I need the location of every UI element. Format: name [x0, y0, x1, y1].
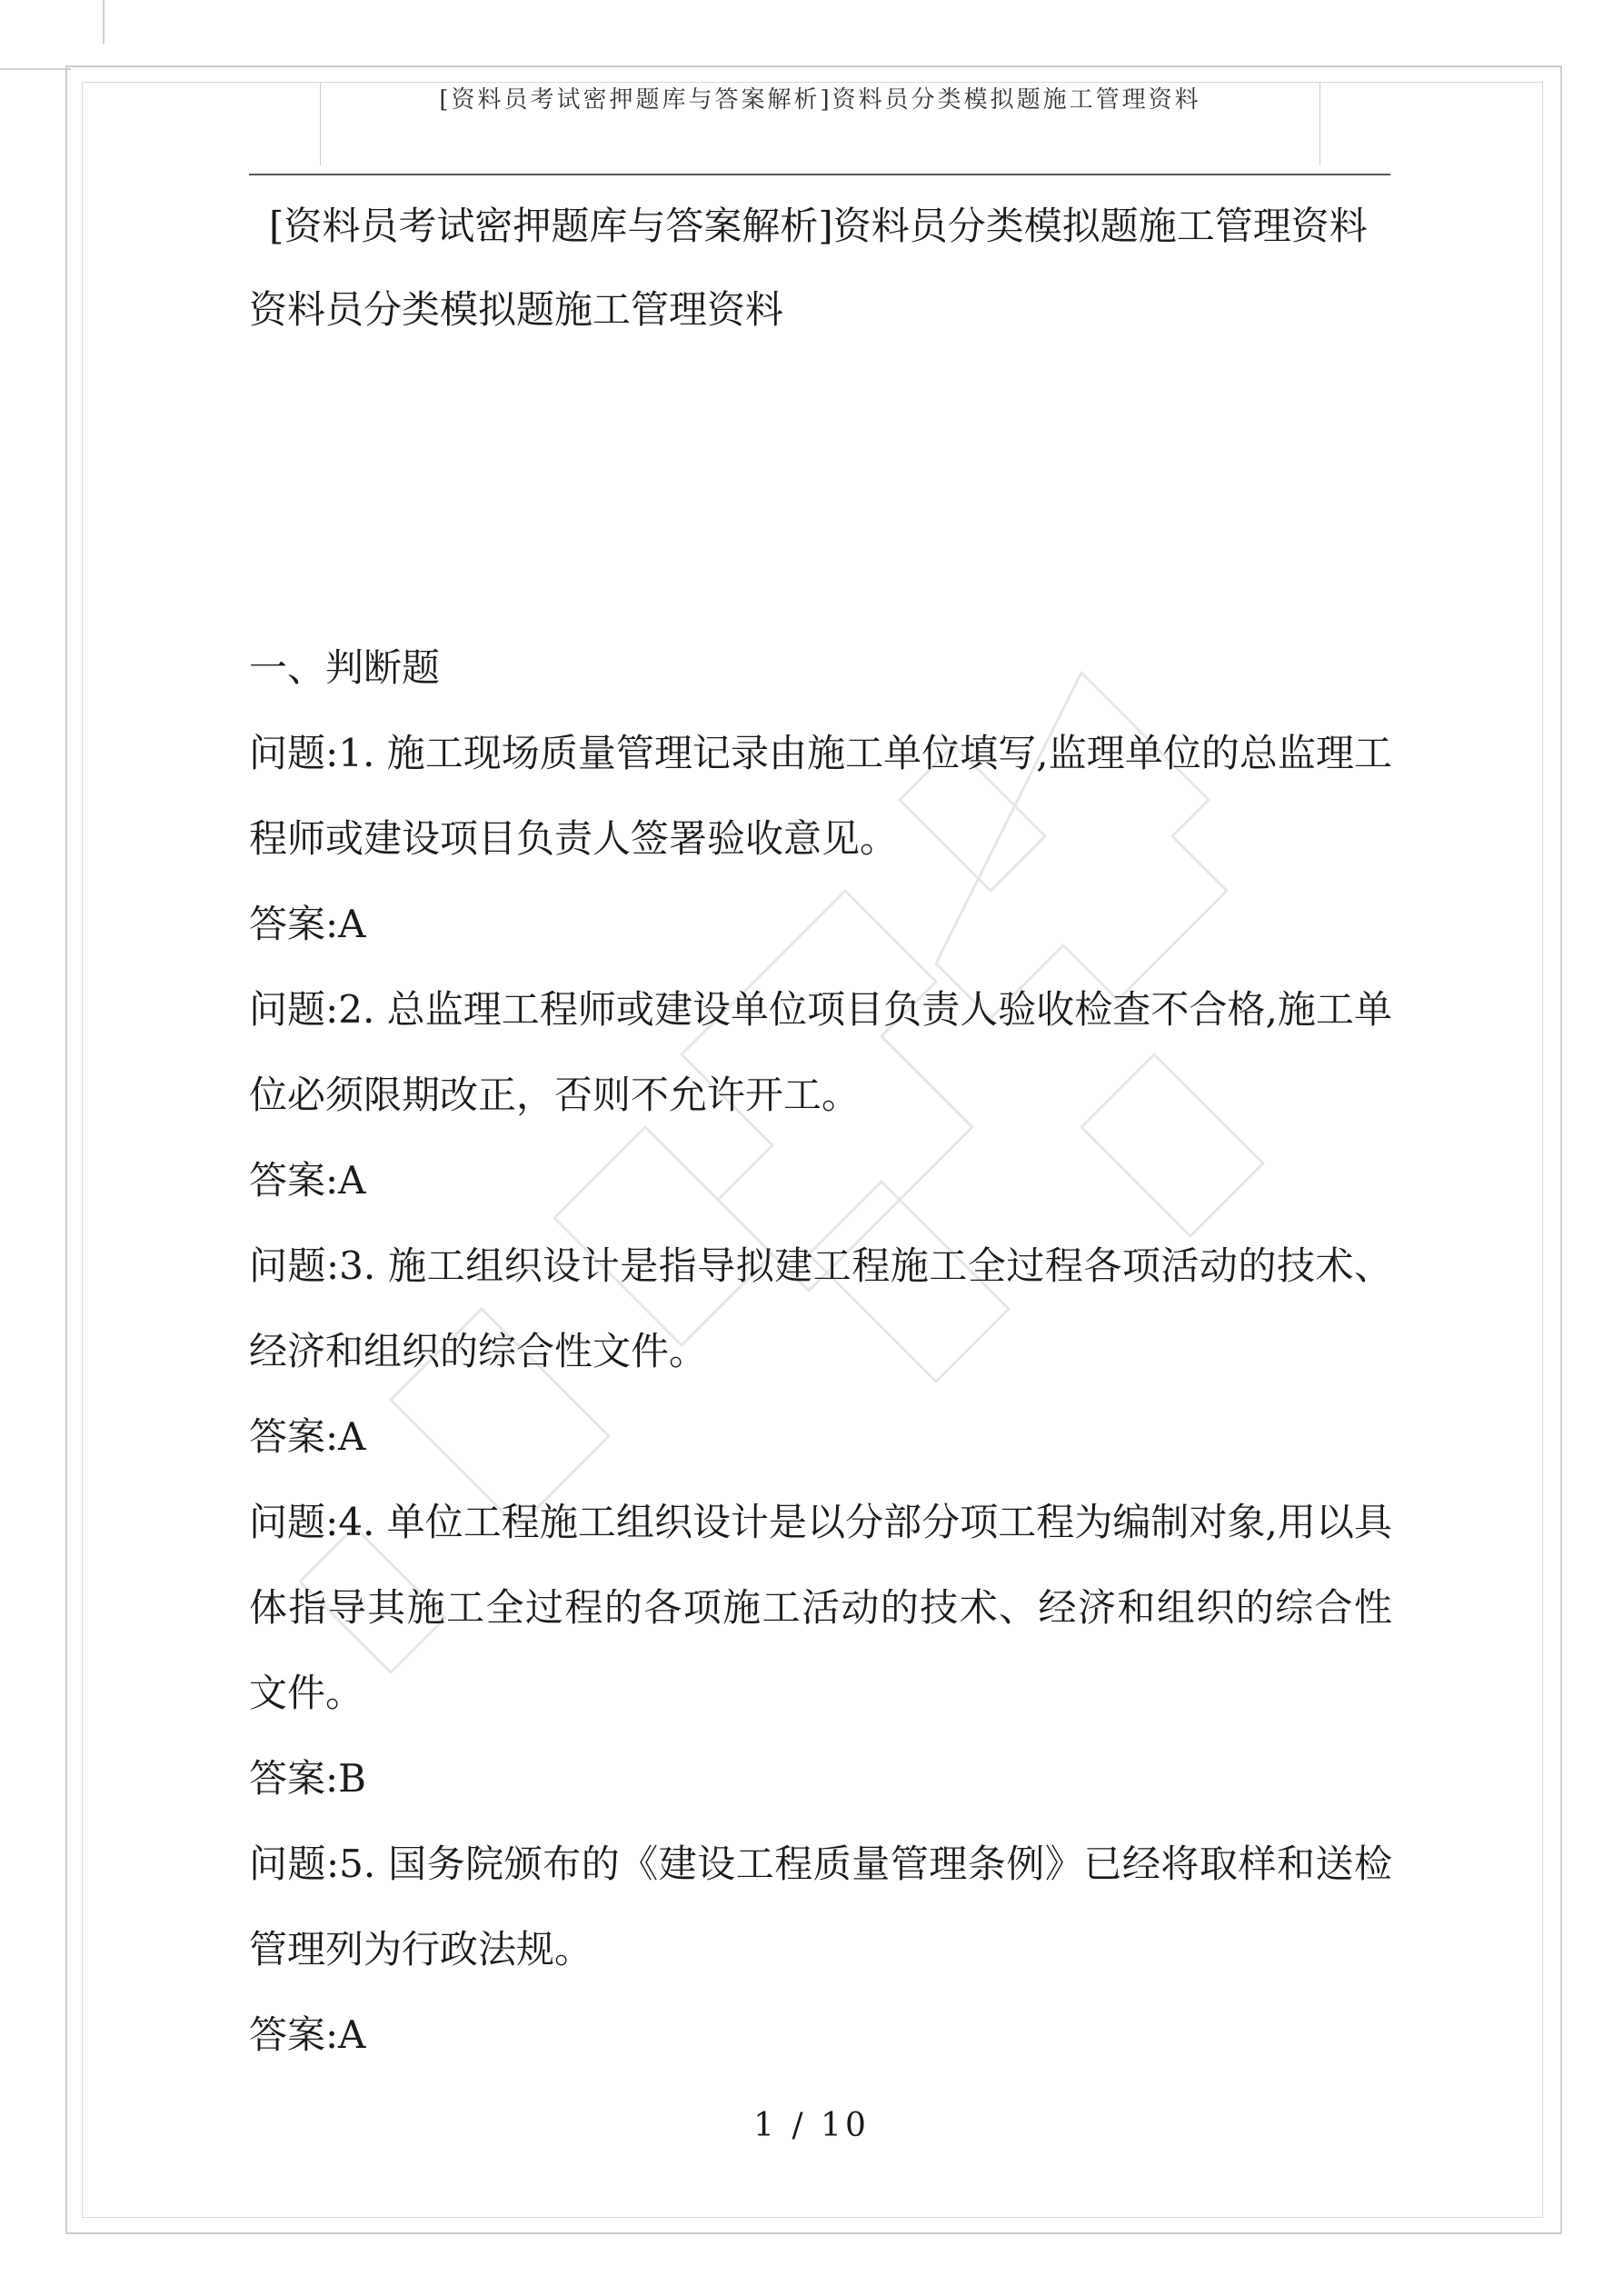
question-text: 问题:3. 施工组织设计是指导拟建工程施工全过程各项活动的技术、经济和组织的综合性文件。 [249, 1243, 1392, 1373]
answer-text: 答案:A [249, 1158, 366, 1203]
question-text: 问题:4. 单位工程施工组织设计是以分部分项工程为编制对象,用以具体指导其施工全过程的各项施工活动的技术、经济和组织的综合性文件。 [249, 1500, 1392, 1715]
page-number: 1 / 10 [753, 2107, 870, 2144]
question-text: 问题:2. 总监理工程师或建设单位项目负责人验收检查不合格,施工单位必须限期改正，否则不允许开工。 [249, 987, 1392, 1117]
answer-text: 答案:A [249, 1414, 366, 1459]
answer-text: 答案:B [249, 1756, 367, 1801]
document-subtitle: 资料员分类模拟题施工管理资料 [249, 287, 784, 332]
running-header: [资料员考试密押题库与答案解析]资料员分类模拟题施工管理资料 [439, 86, 1201, 114]
document-title: [资料员考试密押题库与答案解析]资料员分类模拟题施工管理资料 [269, 204, 1368, 248]
answer-text: 答案:A [249, 2012, 366, 2057]
document-body [249, 625, 1392, 2078]
question-text: 问题:5. 国务院颁布的《建设工程质量管理条例》已经将取样和送检管理列为行政法规。 [249, 1842, 1392, 1972]
corner-mark-horizontal [0, 68, 71, 70]
section-heading: 一、判断题 [249, 645, 441, 690]
answer-text: 答案:A [249, 902, 366, 946]
question-text: 问题:1. 施工现场质量管理记录由施工单位填写,监理单位的总监理工程师或建设项目负责人签署验收意见。 [249, 731, 1392, 861]
corner-mark-vertical [103, 0, 105, 44]
header-rule [249, 174, 1390, 175]
